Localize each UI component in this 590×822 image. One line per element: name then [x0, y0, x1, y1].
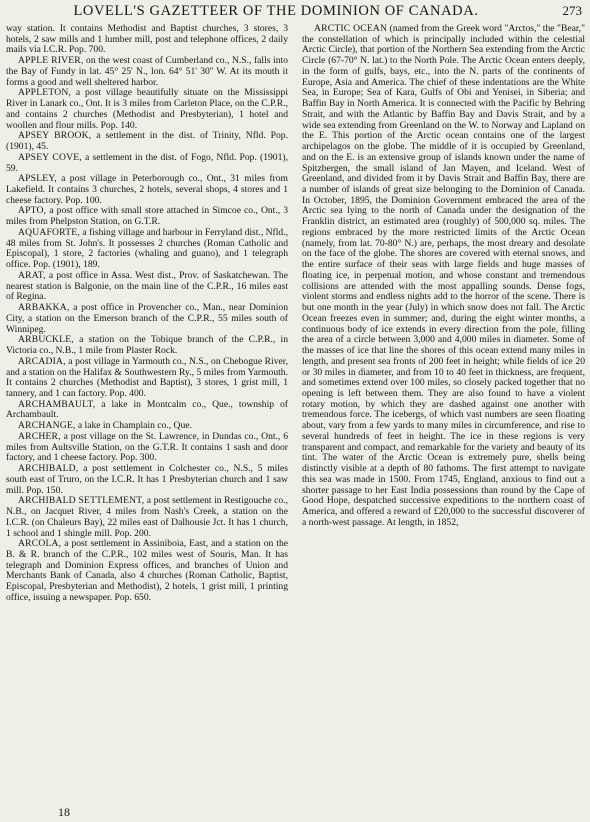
gazetteer-entry [6, 153, 288, 174]
gazetteer-entry [6, 357, 288, 400]
entry-text: a station on the Tobique branch of the C.P.R., in Victoria co., N.B., 1 mile from Plaster Rock. [6, 334, 288, 357]
entry-text: a post settlement in Colchester co., N.S., 5 miles south east of Truro, on the I.C.R. It has 1 Presbyterian church and 1 saw mill. Pop. 150. [6, 463, 288, 496]
entry-text: a settlement in the dist. of Trinity, Nfld. Pop. (1901), 45. [6, 130, 288, 153]
entry-text: a post office with small store attached in Simcoe co., Ont., 3 miles from Phelpston Station, on G.T.R. [6, 205, 288, 228]
entry-heading: APSEY BROOK, [18, 130, 92, 142]
entry-heading: ARCHIBALD, [18, 463, 79, 475]
entry-text: a post village beautifully situate on the Mississippi River in Lanark co., Ont. It is 3 miles from Carleton Place, on the C.P.R., and contains 2 churches (Methodist and Presbyterian), 1 hotel and woollen and flour mills. Pop. 140. [6, 87, 288, 131]
entry-heading: ARBAKKA, [18, 302, 70, 314]
page-header [0, 0, 590, 22]
gazetteer-entry [6, 464, 288, 496]
entry-heading: ARCTIC OCEAN [314, 24, 388, 34]
entry-text: a post village on the St. Lawrence, in Dundas co., Ont., 6 miles from Aultsville Station, on the G.T.R. It contains 1 sash and door factory, and 1 cheese factory. Pop. 300. [6, 430, 288, 464]
entry-text: way station. It contains Methodist and Baptist churches, 3 stores, 3 hotels, 2 saw mills and 1 lumber mill, post and telephone offices, 2 daily mails via I.C.R. Pop. 700. [6, 24, 288, 56]
entry-heading: ARBUCKLE, [18, 334, 74, 346]
gazetteer-entry [6, 271, 288, 303]
page-number: 273 [562, 3, 582, 18]
gazetteer-entry [6, 432, 288, 464]
entry-text: a post village in Yarmouth co., N.S., on Chebogue River, and a station on the Halifax & Southwestern Ry., 5 miles from Yarmouth. It contains 2 churches (Methodist and Baptist), 3 stores, 1 grist mill, 1 tannery, and 1 can factory. Pop. 400. [6, 355, 288, 399]
gazetteer-entry [6, 335, 288, 356]
entry-heading: ARAT, [18, 269, 46, 281]
printer-signature: 18 [58, 805, 70, 819]
entry-text: a lake in Montcalm co., Que., township of Archambault. [6, 398, 288, 421]
entry-heading: ARCHIBALD SETTLEMENT, [18, 495, 145, 507]
entry-heading: ARCHAMBAULT, [18, 398, 96, 410]
gazetteer-entry [6, 206, 288, 227]
entry-text: a settlement in the dist. of Fogo, Nfld. Pop. (1901), 59. [6, 151, 288, 174]
entry-text: on the west coast of Cumberland co., N.S., falls into the Bay of Fundy in lat. 45° 25' N., lon. 64° 51' 30'' W. At its mouth it forms a good and well sheltered harbor. [6, 55, 288, 88]
gazetteer-entry [6, 496, 288, 539]
entry-heading: AQUAFORTE, [18, 226, 80, 238]
entry-heading: APPLE RIVER, [18, 55, 84, 67]
entry-heading: APTO, [18, 205, 47, 217]
entry-heading: ARCOLA, [18, 538, 62, 550]
gazetteer-entry [6, 56, 288, 88]
entry-heading: ARCHANGE, [18, 420, 76, 432]
running-title: LOVELL'S GAZETTEER OF THE DOMINION OF CANADA. [73, 3, 479, 19]
gazetteer-entry [302, 24, 585, 529]
entry-heading: APSLEY, [18, 173, 57, 185]
entry-text: a post office in Provencher co., Man., near Dominion City, a station on the Emerson branch of the C.P.R., 55 miles south of Winnipeg. [6, 302, 288, 335]
gazetteer-entry [6, 131, 288, 152]
entry-text: a post village in Peterborough co., Ont., 31 miles from Lakefield. It contains 3 churches, 2 hotels, several shops, 4 stores and 1 cheese factory. Pop. 100. [6, 173, 288, 206]
entry-heading: ARCHER, [18, 430, 61, 442]
gazetteer-entry [6, 539, 288, 603]
entry-text: a post office in Assa. West dist., Prov. of Saskatchewan. The nearest station is Balgonie, on the main line of the C.P.R., 16 miles east of Regina. [6, 269, 288, 303]
right-column [302, 24, 585, 798]
gazetteer-entry [6, 303, 288, 335]
entry-heading: APPLETON, [18, 87, 72, 99]
entry-text: a fishing village and harbour in Ferryland dist., Nfld., 48 miles from St. John's. It possesses 2 churches (Roman Catholic and Episcopal), 1 store, 2 factories (whaling and guano), and 1 telegraph office. Pop. (1901), 189. [6, 226, 288, 271]
entry-text: a lake in Champlain co., Que. [75, 420, 192, 432]
gazetteer-entry [6, 174, 288, 206]
entry-heading: ARCADIA, [18, 355, 66, 367]
left-column [6, 24, 288, 798]
gazetteer-entry [6, 228, 288, 271]
entry-text: (named from the Greek word "Arctos," the "Bear," the constellation of which is principally included within the celestial Arctic Circle), that portion of the Northern Sea extending from the Arctic Circle (67-70° N. lat.) to the North Pole. The Arctic Ocean enters deeply, in the form of gulfs, bays, etc., into the N. parts of the continents of Europe, Asia and America. The chief of these indentations are the White Sea, in Europe; Sea of Kara, Gulfs of Obi and Yenisei, in Siberia; and Baffin Bay in North America. It is connected with the Pacific by Behring Strait, and with the Atlantic by Baffin Bay and Davis Strait, and by a wide sea extending from Greenland on the W. to Norway and Lapland on the E. This portion of the Arctic ocean contains one of the largest archipelagos on the globe. The middle of it is occupied by Greenland, and on the E. is an extensive group of islands known under the name of Spitzbergen, the small island of Jan Mayen, and Iceland. West of Greenland, and divided from it by Davis Strait and Baffin Bay, there are a number of islands of great size belonging to the Dominion of Canada. In October, 1895, the Dominion Government embraced the area of the Arctic sea lying to the north of Canada under the designation of the Franklin district, an estimated area (roughly) of 500,000 sq. miles. The regions embraced by the more restricted limits of the Arctic Ocean (namely, from lat. 70-80° N.) are, perhaps, the most dreary and desolate on the face of the globe. The shores are covered with eternal snows, and the entire surface of their seas with large fields and huge masses of floating ice, in perpetual motion, and whose constant and tremendous collisions are attended with the most appalling sounds. Dense fogs, violent storms and endless nights add to the horror of the scene. There is but one month in the year (July) in which snow does not fall. The Arctic Ocean freezes even in summer; and, during the eight winter months, a continuous body of ice extends in every direction from the pole, filling the area of a circle between 3,000 and 4,000 miles in diameter. Some of the masses of ice that line the shores of this ocean extend many miles in length, and present sea fronts of 200 feet in height; while fields of ice 20 or 30 miles in diameter, and from 10 to 40 feet in thickness, are frequent, and sometimes extend over 100 miles, so closely packed together that no opening is left between them. They are also found to have a violent rotary motion, by which they are dashed against one another with tremendous force. The icebergs, of which vast numbers are seen floating about, vary from a few yards to many miles in circumference, and rise to several hundreds of feet in height. The ice in these regions is very transparent and compact, and remarkable for the variety and beauty of its tint. The water of the Arctic Ocean is extremely pure, shells being distinctly visible at a depth of 80 fathoms. The first attempt to navigate this sea was made in 1500. From 1745, England, anxious to find out a shorter passage to her East India possessions than round by the Cape of Good Hope, despatched successive expeditions to the northern coast of America, and offered a reward of £20,000 to the successful discoverer of a north-west passage. At length, in 1852, [302, 24, 585, 528]
gazetteer-entry [6, 400, 288, 421]
gazetteer-entry [6, 24, 288, 56]
entry-heading: APSEY COVE, [18, 151, 82, 163]
gazetteer-entry [6, 88, 288, 131]
entry-text: a post settlement in Restigouche co., N.B., on Jacquet River, 4 miles from Nash's Creek, a station on the I.C.R. (on Chaleurs Bay), 22 miles east of Dalhousie Jct. It has 1 church, 1 school and 1 shingle mill. Pop. 200. [6, 495, 288, 539]
entry-text: a post settlement in Assiniboia, East, and a station on the B. & R. branch of the C.P.R., 102 miles west of Souris, Man. It has telegraph and Dominion Express offices, and branches of Union and Merchants Bank of Canada, also 4 churches (Roman Catholic, Baptist, Episcopal, Presbyterian and Methodist), 2 hotels, 1 grist mill, 1 printing office, issuing a newspaper. Pop. 650. [6, 538, 288, 603]
